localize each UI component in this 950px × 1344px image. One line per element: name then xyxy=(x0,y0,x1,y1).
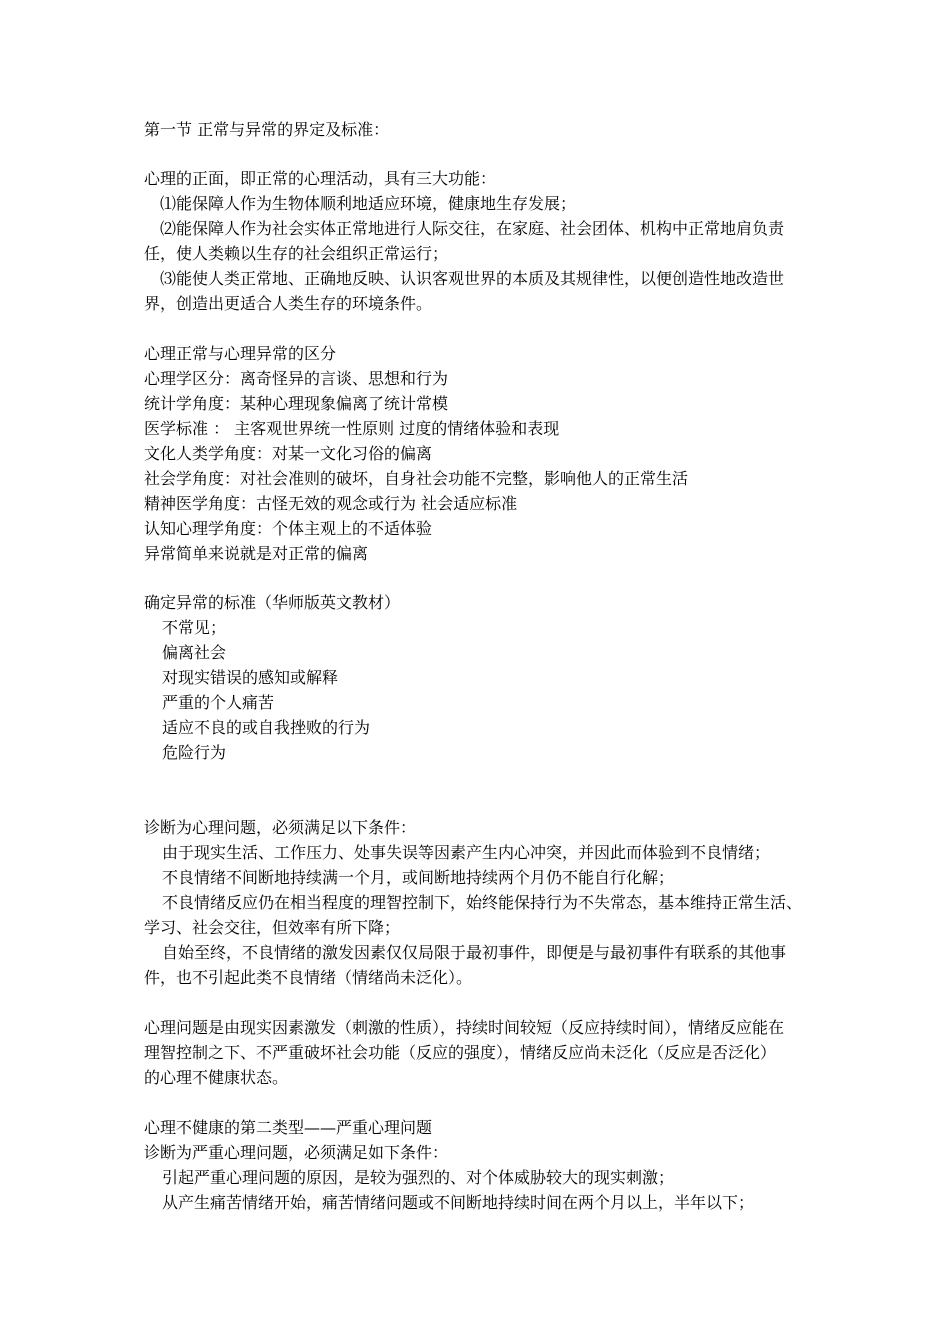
definition-line-3: 的心理不健康状态。 xyxy=(144,1068,289,1087)
distinction-heading: 心理正常与心理异常的区分 xyxy=(144,344,337,363)
diagnosis-heading: 诊断为心理问题，必须满足以下条件： xyxy=(144,818,417,837)
diagnosis-condition-4-line-1: 自始至终，不良情绪的激发因素仅仅局限于最初事件，即便是与最初事件有联系的其他事 xyxy=(162,943,787,962)
definition-line-1: 心理问题是由现实因素激发（刺激的性质），持续时间较短（反应持续时间），情绪反应能在 xyxy=(144,1018,785,1037)
diagnosis-condition-4-line-2: 件，也不引起此类不良情绪（情绪尚未泛化）。 xyxy=(144,968,473,987)
criteria-item: 危险行为 xyxy=(162,743,227,762)
distinction-item: 统计学角度：某种心理现象偏离了统计常模 xyxy=(144,394,449,413)
serious-condition-2: 从产生痛苦情绪开始，痛苦情绪问题或不间断地持续时间在两个月以上，半年以下； xyxy=(162,1193,755,1212)
distinction-item: 医学标准 ： 主客观世界统一性原则 过度的情绪体验和表现 xyxy=(144,419,560,438)
distinction-item: 文化人类学角度：对某一文化习俗的偏离 xyxy=(144,444,433,463)
distinction-item: 社会学角度：对社会准则的破坏，自身社会功能不完整，影响他人的正常生活 xyxy=(144,469,689,488)
function-2-line-1: ⑵能保障人作为社会实体正常地进行人际交往，在家庭、社会团体、机构中正常地肩负责 xyxy=(160,219,785,238)
distinction-item: 异常简单来说就是对正常的偏离 xyxy=(144,544,369,563)
diagnosis-condition-1: 由于现实生活、工作压力、处事失误等因素产生内心冲突，并因此而体验到不良情绪； xyxy=(162,843,771,862)
function-3-line-1: ⑶能使人类正常地、正确地反映、认识客观世界的本质及其规律性，以便创造性地改造世 xyxy=(160,269,785,288)
criteria-item: 适应不良的或自我挫败的行为 xyxy=(162,718,371,737)
distinction-item: 认知心理学角度：个体主观上的不适体验 xyxy=(144,519,433,538)
definition-line-2: 理智控制之下、不严重破坏社会功能（反应的强度），情绪反应尚未泛化（反应是否泛化） xyxy=(144,1043,777,1062)
diagnosis-condition-3-line-2: 学习、社会交往，但效率有所下降； xyxy=(144,918,401,937)
criteria-item: 不常见； xyxy=(162,618,227,637)
serious-condition-1: 引起严重心理问题的原因，是较为强烈的、对个体威胁较大的现实刺激； xyxy=(162,1168,675,1187)
criteria-item: 严重的个人痛苦 xyxy=(162,693,275,712)
serious-subheading: 诊断为严重心理问题，必须满足如下条件： xyxy=(144,1143,449,1162)
criteria-item: 对现实错误的感知或解释 xyxy=(162,668,339,687)
serious-heading: 心理不健康的第二类型——严重心理问题 xyxy=(144,1118,433,1137)
criteria-item: 偏离社会 xyxy=(162,643,227,662)
function-1: ⑴能保障人作为生物体顺利地适应环境，健康地生存发展； xyxy=(160,194,577,213)
function-3-line-2: 界，创造出更适合人类生存的环境条件。 xyxy=(144,294,433,313)
distinction-item: 精神医学角度：古怪无效的观念或行为 社会适应标准 xyxy=(144,494,518,513)
diagnosis-condition-2: 不良情绪不间断地持续满一个月，或间断地持续两个月仍不能自行化解； xyxy=(162,868,675,887)
criteria-heading: 确定异常的标准（华师版英文教材） xyxy=(144,593,401,612)
function-2-line-2: 任，使人类赖以生存的社会组织正常运行； xyxy=(144,244,449,263)
section-title: 第一节 正常与异常的界定及标准： xyxy=(144,120,390,139)
diagnosis-condition-3-line-1: 不良情绪反应仍在相当程度的理智控制下，始终能保持行为不失常态，基本维持正常生活、 xyxy=(162,893,803,912)
functions-intro: 心理的正面，即正常的心理活动，具有三大功能： xyxy=(144,169,497,188)
distinction-item: 心理学区分：离奇怪异的言谈、思想和行为 xyxy=(144,369,449,388)
